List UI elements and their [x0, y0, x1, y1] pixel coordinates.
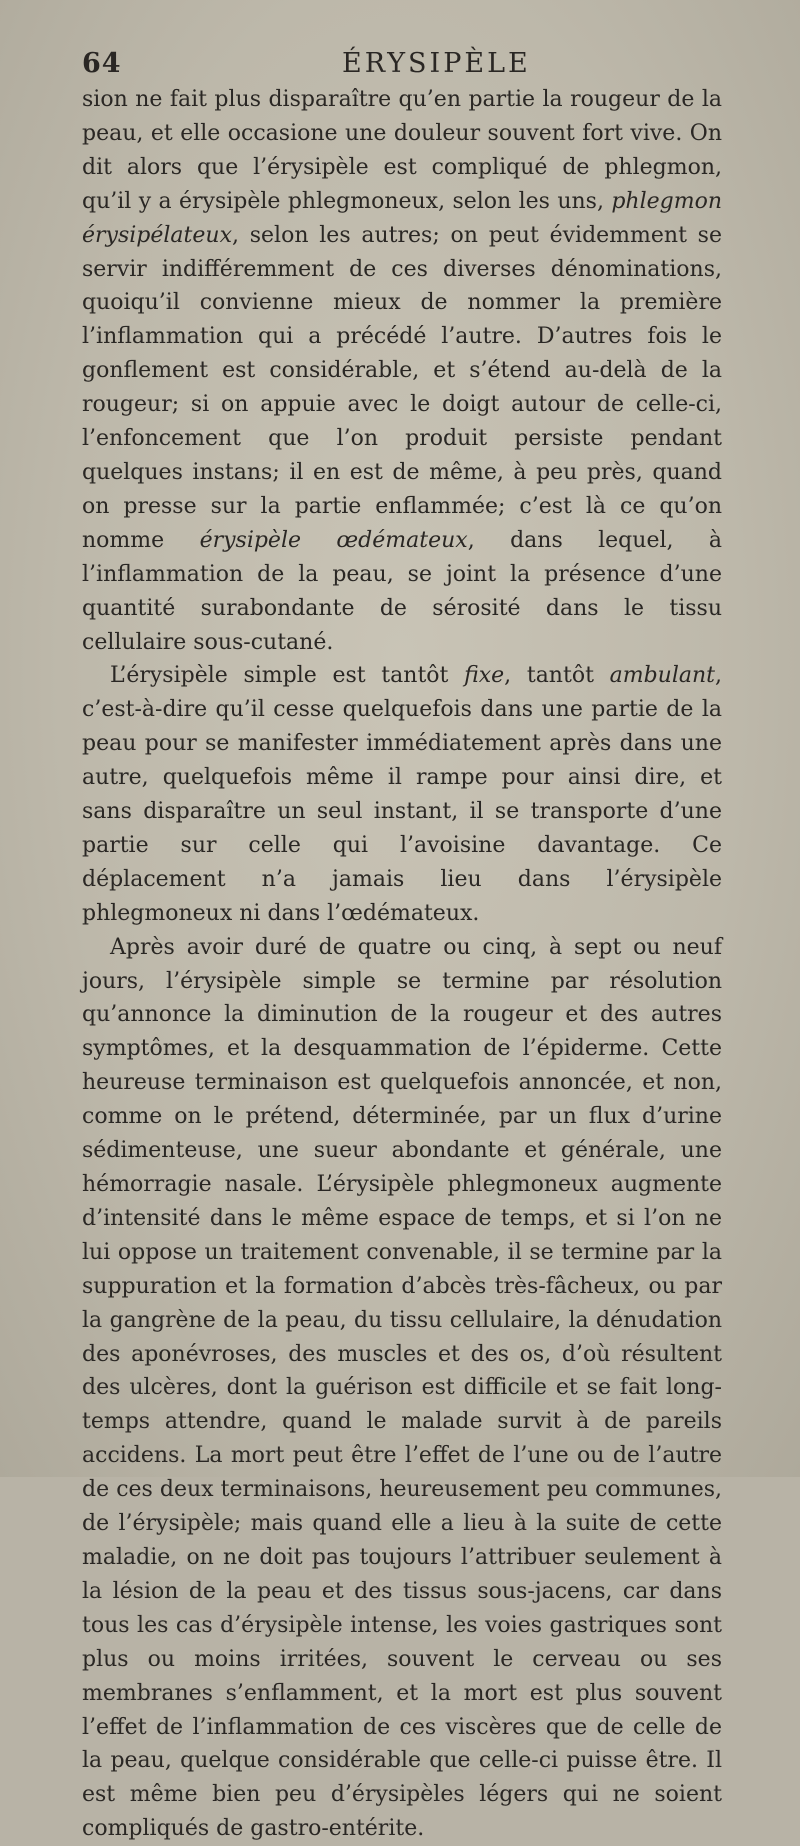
text-span: , selon les autres; on peut évidemment se servir indifféremment de ces diverses dénominations, quoiqu’il convienne mieux de nommer la première l’inflammation qui a précédé l’autre. D’autres fois le gonflement est considérable, et s’étend au-delà de la rougeur; si on appuie avec le doigt autour de celle-ci, l’enfoncement que l’on produit persiste pendant quelques instans; il en est de même, à peu près, quand on presse sur la partie enflammée; c’est là ce qu’on nomme — [82, 222, 722, 553]
paragraph-2 — [82, 659, 722, 930]
italic-term: ambulant — [609, 663, 715, 689]
italic-term: érysipèle œdémateux — [199, 527, 468, 553]
page-header — [82, 48, 718, 88]
text-span: Après avoir duré de quatre ou cinq, à sept ou neuf jours, l’érysipèle simple se termine par résolution qu’annonce la diminution de la rougeur et des autres symptômes, et la desquammation de l’épiderme. Cette heureuse terminaison est quelquefois annoncée, et non, comme on le prétend, déterminée, par un flux d’urine sédimenteuse, une sueur abondante et générale, une hémorragie nasale. L’érysipèle phlegmoneux augmente d’intensité dans le même espace de temps, et si l’on ne lui oppose un traitement convenable, il se termine par la suppuration et la formation d’abcès très-fâcheux, ou par la gangrène de la peau, du tissu cellulaire, la dénudation des aponévroses, des muscles et des os, d’où résultent des ulcères, dont la guérison est difficile et se fait long-temps attendre, quand le malade survit à de pareils accidens. La mort peut être l’effet de l’une ou de l’autre de ces deux terminaisons, heureusement peu communes, de l’érysipèle; mais quand elle a lieu à la suite de cette maladie, on ne doit pas toujours l’attribuer seulement à la lésion de la peau et des tissus sous-jacens, car dans tous les cas d’érysipèle intense, les voies gastriques sont plus ou moins irritées, souvent le cerveau ou ses membranes s’enflamment, et la mort est plus souvent l’effet de l’inflammation de ces viscères que de celle de la peau, quelque considérable que celle-ci puisse être. Il est même bien peu d’érysipèles légers qui ne soient compliqués de gastro-entérite. — [82, 934, 722, 1842]
page-number: 64 — [82, 48, 122, 79]
text-span: , tantôt — [504, 663, 610, 689]
text-span: sion ne fait plus disparaître qu’en partie la rougeur de la peau, et elle occasione une douleur souvent fort vive. On dit alors que l’érysipèle est compliqué de phlegmon, qu’il y a érysipèle phlegmoneux, selon les uns, — [82, 87, 722, 214]
italic-term: fixe — [464, 663, 505, 689]
body-text — [82, 83, 722, 1846]
text-span: , c’est-à-dire qu’il cesse quelquefois dans une partie de la peau pour se manifester immédiatement après dans une autre, quelquefois même il rampe pour ainsi dire, et sans disparaître un seul instant, il se transporte d’une partie sur celle qui l’avoisine davantage. Ce déplacement n’a jamais lieu dans l’érysipèle phlegmoneux ni dans l’œdémateux. — [82, 663, 722, 926]
paragraph-1 — [82, 83, 722, 659]
text-span: , dans lequel, à l’inflammation de la peau, se joint la présence d’une quantité surabondante de sérosité dans le tissu cellulaire sous-cutané. — [82, 527, 723, 655]
italic-term: phlegmon érysipélateux — [82, 188, 722, 248]
paragraph-3 — [82, 931, 722, 1846]
text-span: L’érysipèle simple est tantôt — [110, 663, 465, 689]
running-head: ÉRYSIPÈLE — [342, 48, 531, 79]
